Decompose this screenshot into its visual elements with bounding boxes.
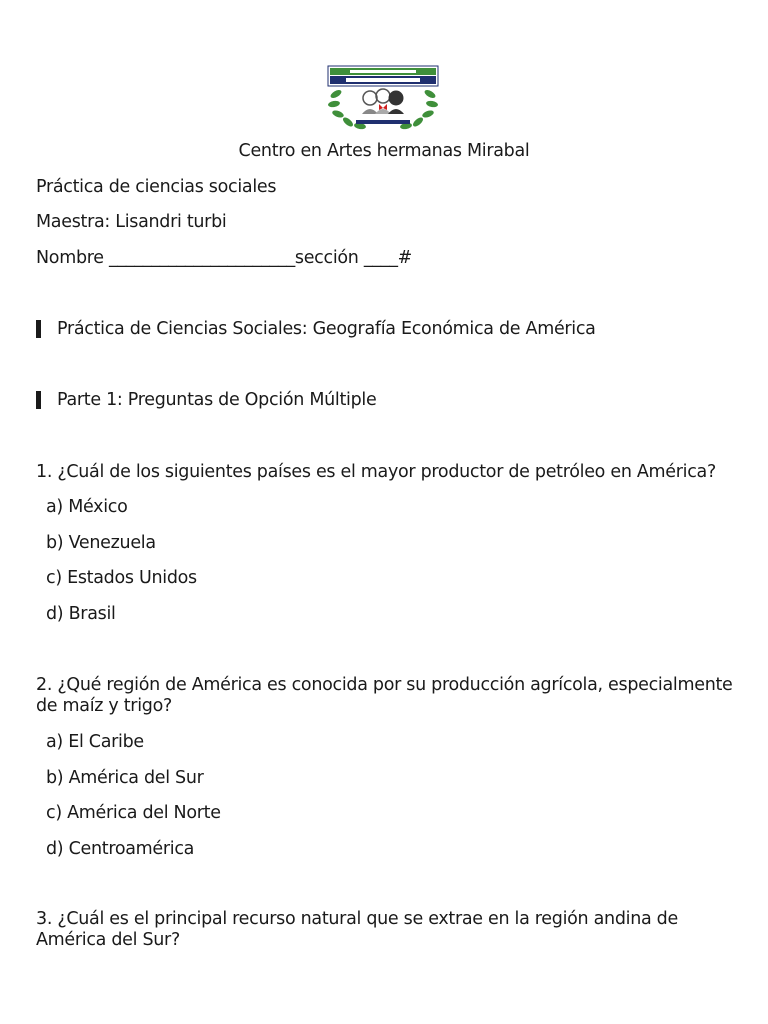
question-2-option-a: a) El Caribe xyxy=(46,732,144,752)
title-bullet-marker xyxy=(36,320,41,338)
question-2-text: 2. ¿Qué región de América es conocida por su producción agrícola, especialmente de maíz y trigo? xyxy=(36,675,733,716)
question-3-text: 3. ¿Cuál es el principal recurso natural que se extrae en la región andina de América del Sur? xyxy=(36,909,678,950)
question-1-option-d: d) Brasil xyxy=(46,604,116,624)
part-bullet-marker xyxy=(36,391,41,409)
question-1-option-a: a) México xyxy=(46,497,128,517)
question-2-option-d: d) Centroamérica xyxy=(46,839,195,859)
school-name: Centro en Artes hermanas Mirabal xyxy=(238,141,530,161)
teacher-line: Maestra: Lisandri turbi xyxy=(36,212,227,232)
practice-title: Práctica de Ciencias Sociales: Geografía Económica de América xyxy=(57,319,596,339)
question-1-option-c: c) Estados Unidos xyxy=(46,568,197,588)
school-seal-logo xyxy=(326,64,440,130)
question-2-option-b: b) América del Sur xyxy=(46,768,204,788)
subject-line: Práctica de ciencias sociales xyxy=(36,177,277,197)
part1-heading: Parte 1: Preguntas de Opción Múltiple xyxy=(57,390,377,410)
name-section-line: Nombre ______________________sección ____# xyxy=(36,248,413,268)
question-1-text: 1. ¿Cuál de los siguientes países es el mayor productor de petróleo en América? xyxy=(36,462,716,482)
question-2-option-c: c) América del Norte xyxy=(46,803,221,823)
question-1-option-b: b) Venezuela xyxy=(46,533,156,553)
